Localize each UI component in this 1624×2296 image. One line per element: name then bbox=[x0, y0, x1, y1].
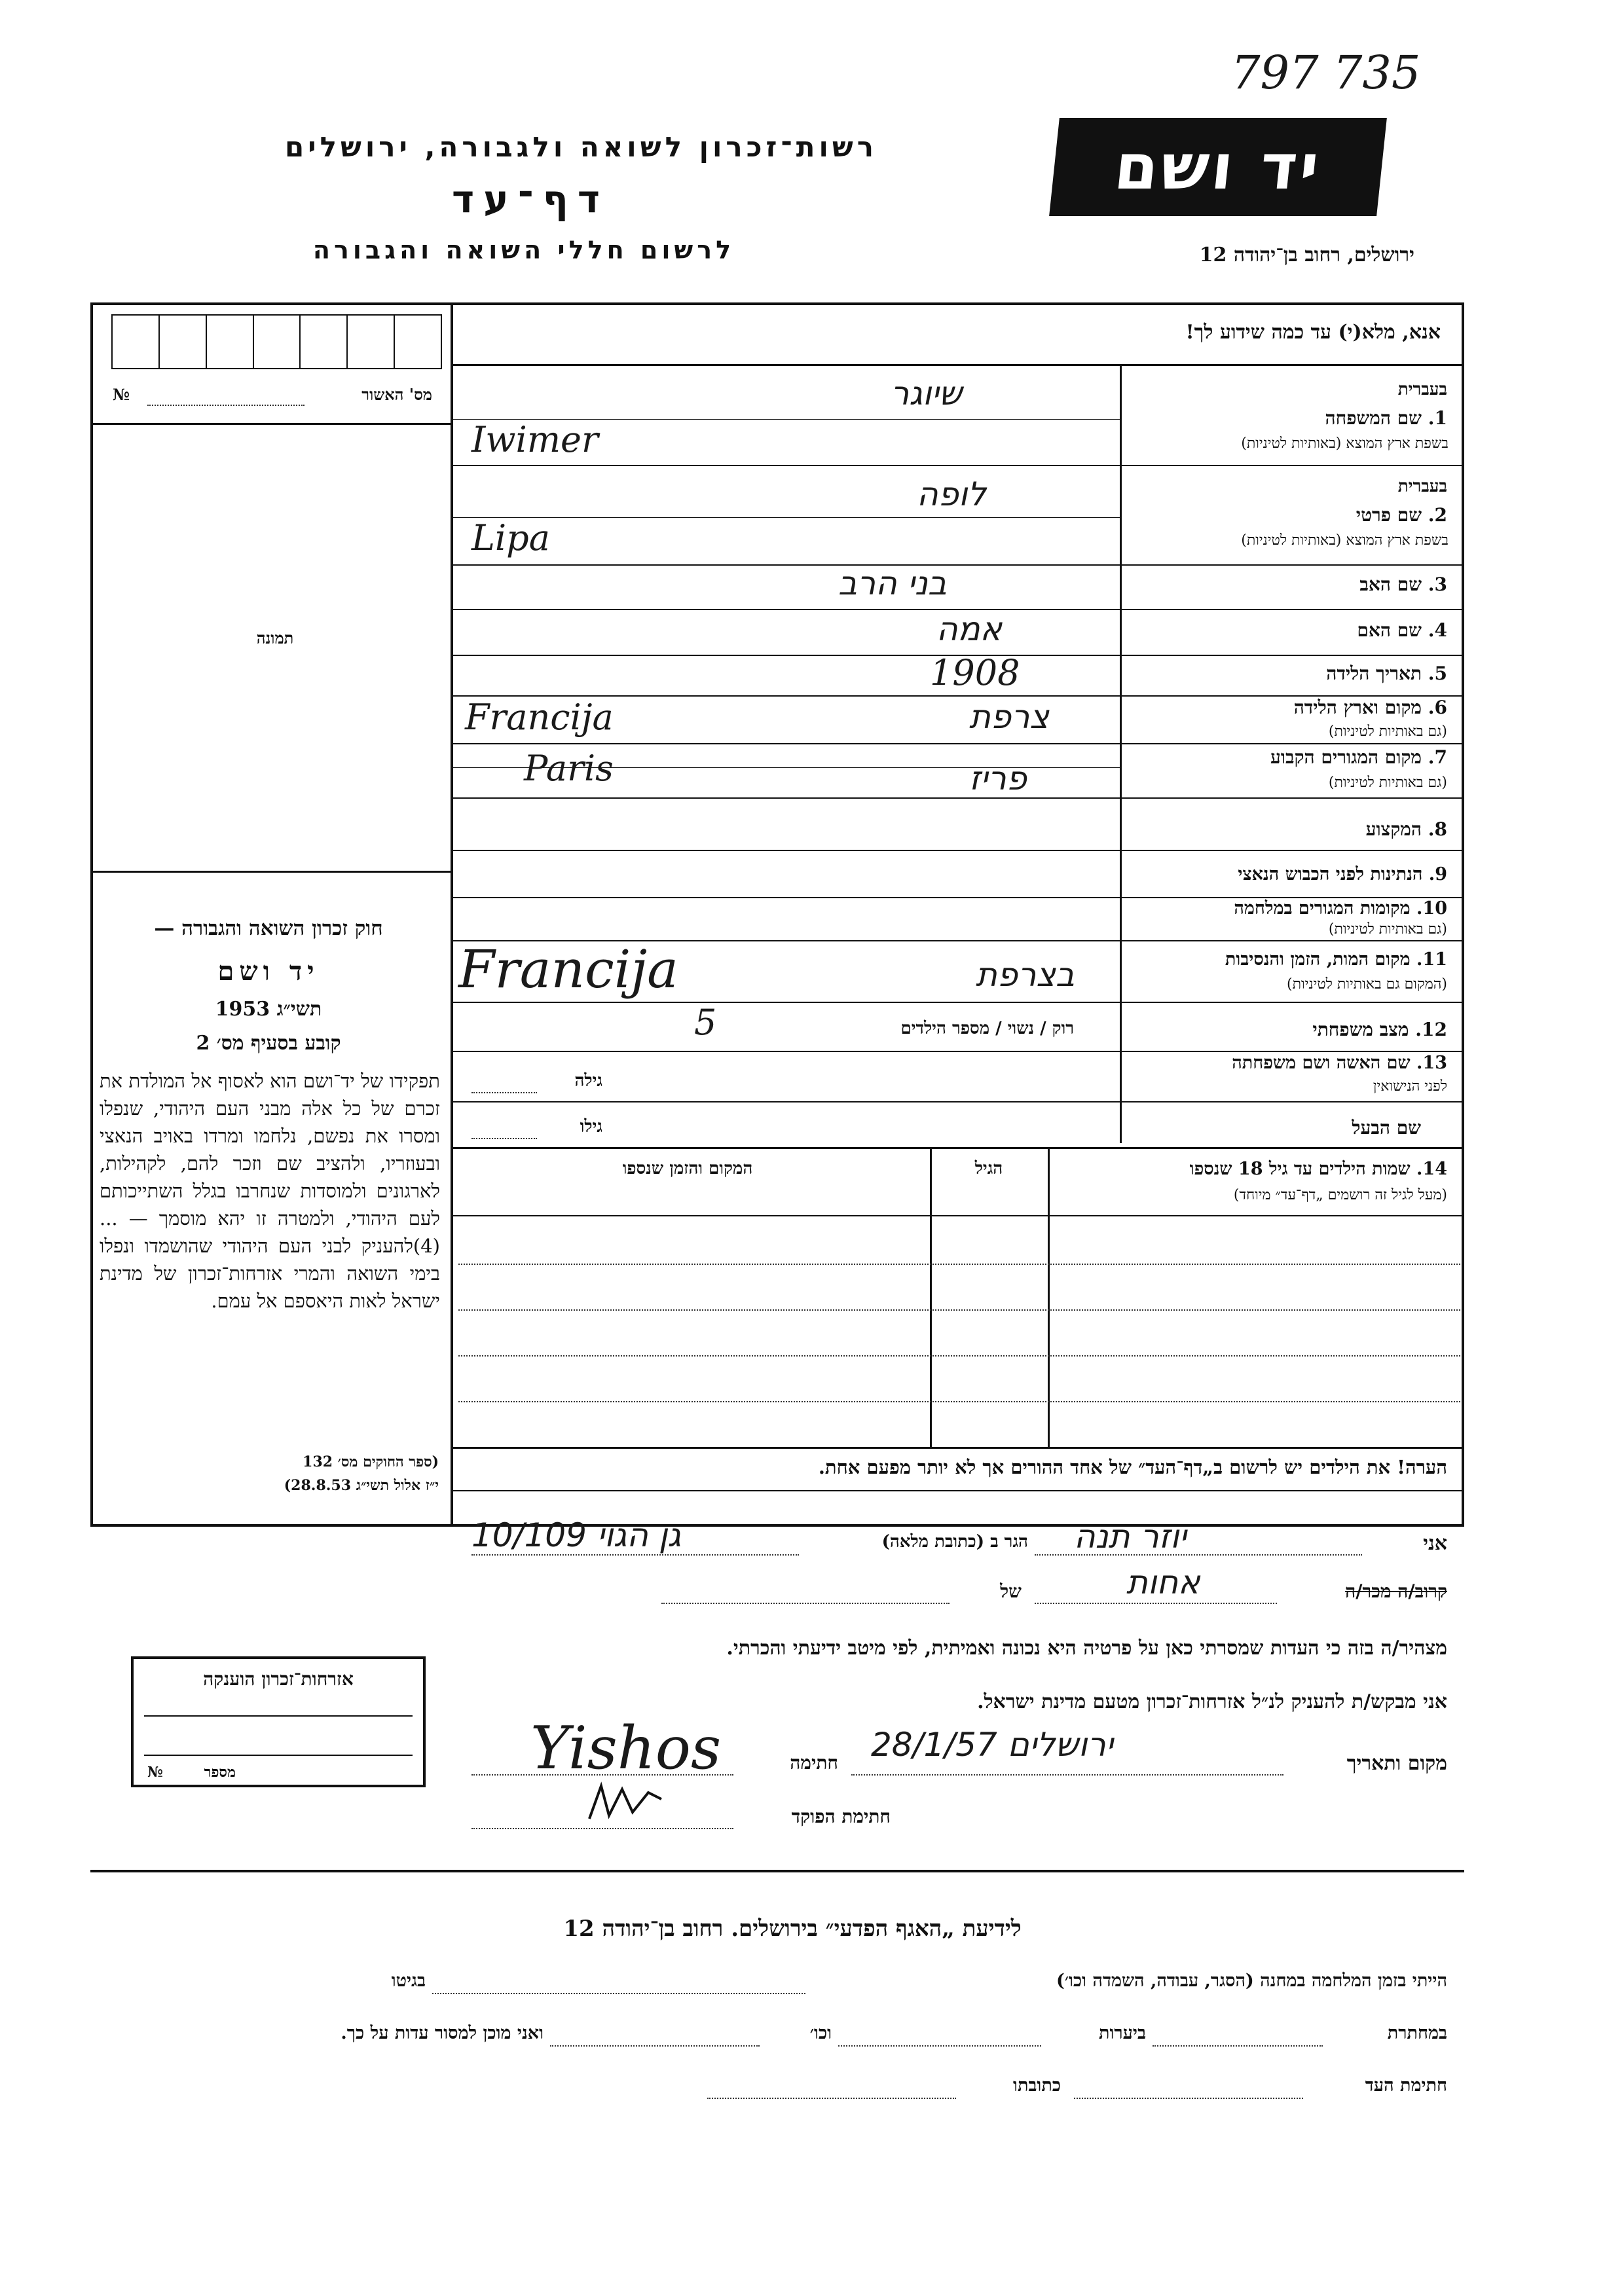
place-date-label: מקום ותאריך bbox=[1346, 1752, 1447, 1775]
relation-label: קרוב/ה מכר/ה bbox=[1345, 1580, 1447, 1602]
instruction-text: אנא, מלא(י) עד כמה שידוע לך! bbox=[1185, 321, 1441, 344]
declaration-ani: אני bbox=[1423, 1532, 1447, 1555]
field-2-label: 2. שם פרטי bbox=[1356, 504, 1447, 526]
bottom-forests: ביערות bbox=[1098, 2023, 1146, 2043]
field-11-sub: (המקום גם באותיות לטיניות) bbox=[1287, 976, 1447, 993]
field-14-col-age: הגיל bbox=[974, 1159, 1003, 1178]
field-2-value-hebrew[interactable]: לופה bbox=[917, 475, 986, 513]
bottom-line1-ghetto: בגיטו bbox=[391, 1971, 426, 1991]
official-signature-label: חתימת הפוקד bbox=[791, 1806, 891, 1827]
field-13-age-label: גילה bbox=[574, 1071, 602, 1091]
law-year: תשי״ג 1953 bbox=[215, 998, 322, 1021]
field-7-value-latin[interactable]: Paris bbox=[524, 748, 614, 789]
logo-text: יד ושם bbox=[1111, 130, 1325, 204]
witness-signature-label: חתימת העד bbox=[1365, 2075, 1447, 2096]
declarant-name[interactable]: יוזר תנה bbox=[1074, 1518, 1187, 1556]
field-2-hebrew-tag: בעברית bbox=[1397, 477, 1447, 496]
bottom-underground: במחתרת bbox=[1387, 2023, 1447, 2043]
law-ref-2: י״ז אלול תשי״ג 28.8.53) bbox=[284, 1477, 439, 1494]
field-3-label: 3. שם האב bbox=[1359, 574, 1447, 595]
field-5-value[interactable]: 1908 bbox=[930, 652, 1020, 693]
field-12-value[interactable]: רוק / נשוי / מספר הילדים bbox=[900, 1019, 1074, 1038]
citizenship-no-label: № bbox=[147, 1764, 163, 1781]
file-number: 797 735 bbox=[1231, 46, 1421, 100]
field-2-value-latin[interactable]: Lipa bbox=[471, 517, 550, 558]
field-5-label: 5. תאריך הלידה bbox=[1326, 663, 1447, 684]
field-1-label: 1. שם המשפחה bbox=[1325, 407, 1447, 429]
bottom-etc: וכו׳ bbox=[809, 2023, 832, 2043]
bottom-title: לידיעת „האגף הפדעי״ בירושלים. רחוב בן־יהודה 12 bbox=[563, 1916, 1022, 1942]
declaration-statement: מצהיר/ה בזה כי העדות שמסרתי כאן על פרטיה היא נכונה ואמיתית, לפי מיטב ידיעתי והכרתי. bbox=[726, 1637, 1447, 1660]
header-address: ירושלים, רחוב בן־יהודה 12 bbox=[1199, 244, 1414, 266]
field-1-value-hebrew[interactable]: שיוגר bbox=[891, 374, 963, 412]
husband-label: שם הבעל bbox=[1352, 1117, 1421, 1139]
authority-header: רשות־זכרון לשואה ולגבורה, ירושלים bbox=[284, 131, 877, 163]
yad-vashem-logo bbox=[1049, 118, 1387, 216]
field-6-sub: (גם באותיות לטיניות) bbox=[1328, 723, 1447, 740]
law-name: יד ושם bbox=[217, 956, 320, 987]
law-text: תפקידו של יד־ושם הוא לאסוף אל המולדת את זכרם של כל אלה מבני העם היהודי, שנפלו ומסרו את נפשם, נלחמו ומרדו באויב הנאצי ובעוזריו, ולהציב שם וזכר להם, לקהילות, לארגונים ולמוסדות שנחרבו בגלל השתייכותם לעם היהודי, ולמטרה זו יהא מוסמך — ...(4)להעניק לבני העם היהודי שהושמדו ונפלו בימי השואה והמרי אזרחות־זכרון של מדינת ישראל לאות היאספם אל עמם. bbox=[100, 1070, 440, 1312]
field-4-label: 4. שם האם bbox=[1357, 619, 1447, 641]
signature-value[interactable]: Yishos bbox=[530, 1714, 722, 1783]
husband-age-label: גילו bbox=[580, 1117, 602, 1137]
field-7-value-hebrew[interactable]: פריז bbox=[969, 759, 1027, 797]
citizenship-title: אזרחות־זכרון הוענקה bbox=[203, 1668, 354, 1690]
field-6-value-latin[interactable]: Francija bbox=[465, 697, 614, 738]
bottom-divider bbox=[90, 1870, 1464, 1872]
field-14-col-place: המקום והזמן שנספו bbox=[622, 1159, 753, 1178]
law-title: חוק זכרון השואה והגבורה — bbox=[154, 917, 383, 940]
page-subtitle: לרשום חללי השואה והגבורה bbox=[312, 236, 735, 264]
field-13-label: 13. שם האשה ושם משפחתה bbox=[1232, 1053, 1447, 1073]
field-8-label: 8. המקצוע bbox=[1365, 818, 1447, 840]
field-11-label: 11. מקום המות, הזמן והנסיבות bbox=[1225, 949, 1447, 970]
relation-of: של bbox=[1000, 1580, 1022, 1602]
field-11-value-latin[interactable]: Francija bbox=[458, 939, 678, 1000]
page-title: דף־עד bbox=[451, 177, 610, 221]
field-12-children[interactable]: 5 bbox=[694, 1002, 717, 1043]
field-12-label: 12. מצב משפחתי bbox=[1312, 1019, 1447, 1040]
field-6-value-hebrew[interactable]: צרפת bbox=[969, 698, 1049, 736]
field-10-label: 10. מקומות המגורים במלחמה bbox=[1234, 898, 1447, 919]
field-11-value-hebrew[interactable]: בצרפת bbox=[976, 956, 1075, 994]
bottom-willing: ואני מוכן למסור עדות על כך. bbox=[341, 2023, 544, 2043]
field-2-sub: בשפת ארץ המוצא (באותיות לטיניות) bbox=[1241, 532, 1449, 549]
law-clause: קובע בסעיף מס׳ 2 bbox=[196, 1032, 341, 1055]
field-14-sub: (מעל לגיל זה רושמים „דף־עד״ מיוחד) bbox=[1233, 1187, 1447, 1203]
field-14-label: 14. שמות הילדים עד גיל 18 שנספו bbox=[1189, 1159, 1447, 1179]
place-date-value[interactable]: ירושלים 28/1/57 bbox=[871, 1726, 1113, 1764]
field-1-hebrew-tag: בעברית bbox=[1397, 380, 1447, 399]
declaration-request: אני מבקש/ת להעניק לנ״ל אזרחות־זכרון מטעם מדינת ישראל. bbox=[977, 1690, 1447, 1713]
field-10-sub: (גם באותיות לטיניות) bbox=[1328, 921, 1447, 938]
field-13-sub: לפני הנישואין bbox=[1373, 1078, 1447, 1095]
field-6-label: 6. מקום וארץ הלידה bbox=[1293, 697, 1447, 718]
children-note: הערה! את הילדים יש לרשום ב„דף־העד״ של אחד ההורים אך לא יותר מפעם אחת. bbox=[818, 1456, 1447, 1478]
declarant-address[interactable]: גן הגוי 10/109 bbox=[471, 1516, 681, 1554]
law-ref-1: (ספר החוקים מס׳ 132 bbox=[303, 1453, 439, 1470]
field-4-value[interactable]: אמה bbox=[936, 610, 1003, 648]
field-7-sub: (גם באותיות לטיניות) bbox=[1328, 774, 1447, 791]
field-1-sub: בשפת ארץ המוצא (באותיות לטיניות) bbox=[1241, 435, 1449, 452]
receipt-no-label: № bbox=[113, 385, 130, 404]
official-signature-mark bbox=[583, 1779, 668, 1825]
photo-label: תמונה bbox=[256, 629, 294, 647]
bottom-line1-camp: הייתי בזמן המלחמה במחנה (הסגר, עבודה, השמדה וכו׳) bbox=[1056, 1971, 1447, 1991]
field-3-value[interactable]: בני הרב bbox=[838, 564, 947, 602]
signature-label: חתימה bbox=[790, 1752, 838, 1774]
receipt-label: מס' האשור bbox=[361, 385, 432, 404]
receipt-digit-boxes[interactable] bbox=[111, 314, 442, 369]
field-7-label: 7. מקום המגורים הקבוע bbox=[1270, 746, 1447, 768]
field-9-label: 9. הנתינות לפני הכבוש הנאצי bbox=[1238, 864, 1447, 884]
declaration-resides: הגר ב (כתובת מלאה) bbox=[881, 1532, 1028, 1552]
relation-value[interactable]: אחות bbox=[1126, 1563, 1200, 1601]
citizenship-number-label: מספר bbox=[204, 1764, 236, 1781]
witness-address-label: כתובתו bbox=[1013, 2075, 1061, 2096]
field-1-value-latin[interactable]: Iwimer bbox=[471, 419, 599, 460]
